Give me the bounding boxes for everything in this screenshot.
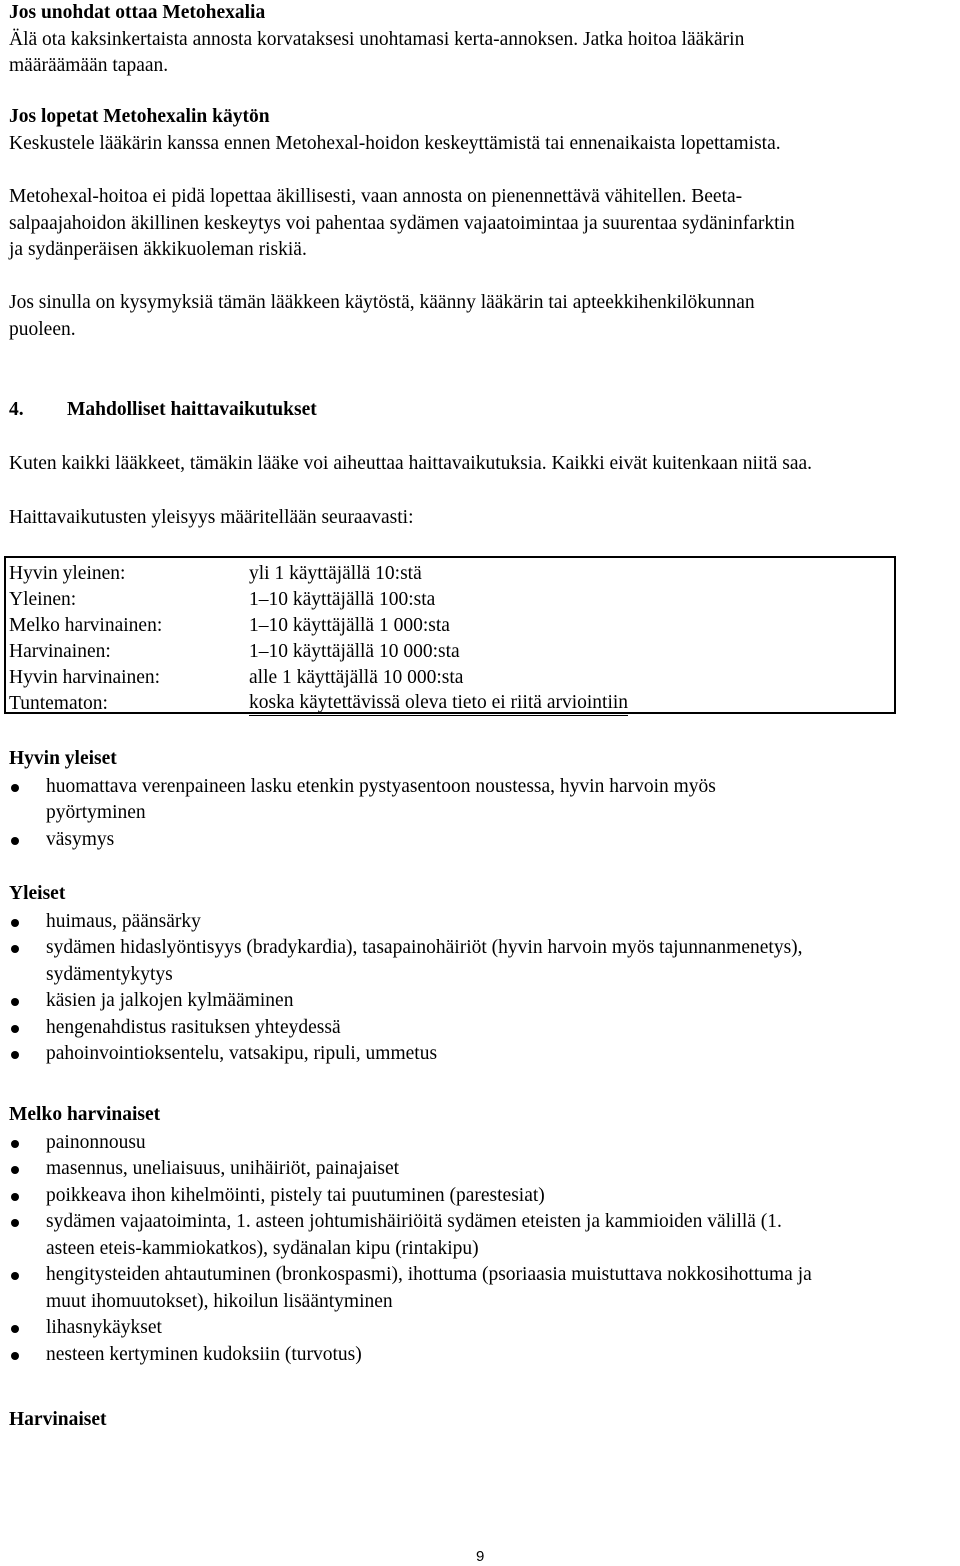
gradual-stop-line2: salpaajahoidon äkillinen keskeytys voi pahentaa sydämen vajaatoimintaa ja suurentaa sydäninfarktin	[9, 212, 795, 234]
frequency-value: koska käytettävissä oleva tieto ei riitä arviointiin	[249, 691, 628, 716]
rare-heading: Harvinaiset	[9, 1409, 107, 1430]
bullet-icon	[11, 784, 19, 792]
section-4-heading	[9, 397, 954, 424]
list-item	[9, 1315, 954, 1342]
list-item	[9, 1209, 954, 1262]
bullet-icon	[11, 1193, 19, 1201]
bullet-icon	[11, 1051, 19, 1059]
gradual-stop-paragraph	[9, 184, 954, 264]
frequency-table	[4, 556, 896, 714]
forgot-dose-section	[9, 0, 954, 80]
frequency-label: Melko harvinainen:	[9, 615, 163, 636]
list-item-line: sydämentykytys	[46, 963, 173, 985]
list-item	[9, 935, 954, 988]
questions-line2: puoleen.	[9, 318, 76, 340]
frequency-value: alle 1 käyttäjällä 10 000:sta	[249, 667, 464, 688]
bullet-icon	[11, 1325, 19, 1333]
list-item-line: poikkeava ihon kihelmöinti, pistely tai puutuminen (parestesiat)	[46, 1184, 545, 1206]
list-item	[9, 1342, 954, 1369]
list-item-line: huimaus, päänsärky	[46, 910, 201, 932]
frequency-label: Yleinen:	[9, 589, 77, 610]
frequency-label: Hyvin harvinainen:	[9, 667, 161, 688]
bullet-icon	[11, 1166, 19, 1174]
list-item	[9, 827, 954, 854]
frequency-value: 1–10 käyttäjällä 100:sta	[249, 589, 436, 610]
bullet-icon	[11, 945, 19, 953]
gradual-stop-line1: Metohexal-hoitoa ei pidä lopettaa äkillisesti, vaan annosta on pienennettävä vähitellen. Beeta-	[9, 186, 743, 207]
frequency-label: Hyvin yleinen:	[9, 563, 126, 584]
bullet-icon	[11, 1025, 19, 1033]
frequency-label: Tuntematon:	[9, 693, 108, 714]
page-number: 9	[476, 1548, 485, 1565]
frequency-value: 1–10 käyttäjällä 10 000:sta	[249, 641, 460, 662]
bullet-icon	[11, 837, 19, 845]
forgot-dose-text-line2: määräämään tapaan.	[9, 55, 169, 76]
list-item-line: pyörtyminen	[46, 802, 146, 823]
bullet-icon	[11, 1272, 19, 1280]
list-item	[9, 1156, 954, 1183]
frequency-value: yli 1 käyttäjällä 10:stä	[249, 563, 422, 584]
stop-use-text: Keskustele lääkärin kanssa ennen Metohexal-hoidon keskeyttämistä tai ennenaikaista lopettamista.	[9, 132, 781, 154]
very-common-section	[9, 746, 954, 853]
frequency-value: 1–10 käyttäjällä 1 000:sta	[249, 615, 450, 636]
list-item	[9, 909, 954, 936]
list-item-line: lihasnykäykset	[46, 1317, 162, 1338]
list-item-line: muut ihomuutokset), hikoilun lisääntyminen	[46, 1290, 393, 1312]
frequency-intro	[9, 505, 954, 532]
stop-use-heading: Jos lopetat Metohexalin käytön	[9, 106, 270, 127]
list-item	[9, 1041, 954, 1068]
common-section	[9, 881, 954, 1068]
frequency-label: Harvinainen:	[9, 641, 111, 662]
questions-paragraph	[9, 290, 954, 343]
list-item-line: sydämen vajaatoiminta, 1. asteen johtumishäiriöitä sydämen eteisten ja kammioiden välillä (1.	[46, 1211, 782, 1232]
list-item	[9, 1262, 954, 1315]
forgot-dose-text-line1: Älä ota kaksinkertaista annosta korvataksesi unohtamasi kerta-annoksen. Jatka hoitoa lääkärin	[9, 28, 745, 50]
list-item-line: huomattava verenpaineen lasku etenkin pystyasentoon noustessa, hyvin harvoin myös	[46, 775, 716, 797]
very-common-list	[9, 774, 954, 854]
uncommon-list	[9, 1130, 954, 1369]
list-item-line: hengenahdistus rasituksen yhteydessä	[46, 1016, 341, 1038]
stop-use-section	[9, 104, 954, 157]
list-item	[9, 774, 954, 827]
questions-line1: Jos sinulla on kysymyksiä tämän lääkkeen käytöstä, käänny lääkärin tai apteekkihenkilökunnan	[9, 292, 755, 313]
bullet-icon	[11, 1352, 19, 1360]
list-item	[9, 988, 954, 1015]
rare-section	[9, 1407, 954, 1434]
forgot-dose-heading: Jos unohdat ottaa Metohexalia	[9, 2, 266, 23]
list-item-line: pahoinvointioksentelu, vatsakipu, ripuli, ummetus	[46, 1043, 438, 1064]
very-common-heading: Hyvin yleiset	[9, 748, 117, 769]
bullet-icon	[11, 998, 19, 1006]
list-item	[9, 1015, 954, 1042]
bullet-icon	[11, 1219, 19, 1227]
list-item	[9, 1130, 954, 1157]
frequency-intro-text: Haittavaikutusten yleisyys määritellään seuraavasti:	[9, 507, 414, 528]
bullet-icon	[11, 1140, 19, 1148]
list-item-line: väsymys	[46, 828, 115, 850]
list-item-line: masennus, uneliaisuus, unihäiriöt, painajaiset	[46, 1158, 400, 1179]
uncommon-section	[9, 1102, 954, 1368]
list-item-line: käsien ja jalkojen kylmääminen	[46, 990, 294, 1011]
side-effects-intro	[9, 451, 954, 478]
section-title: Mahdolliset haittavaikutukset	[67, 399, 317, 420]
section-number: 4.	[9, 399, 24, 420]
list-item-line: nesteen kertyminen kudoksiin (turvotus)	[46, 1343, 362, 1365]
list-item	[9, 1183, 954, 1210]
gradual-stop-line3: ja sydänperäisen äkkikuoleman riskiä.	[9, 239, 307, 260]
bullet-icon	[11, 919, 19, 927]
list-item-line: sydämen hidaslyöntisyys (bradykardia), tasapainohäiriöt (hyvin harvoin myös tajunnanmenetys),	[46, 937, 803, 958]
list-item-line: painonnousu	[46, 1131, 146, 1153]
list-item-line: hengitysteiden ahtautuminen (bronkospasmi), ihottuma (psoriaasia muistuttava nokkosihottuma ja	[46, 1264, 812, 1285]
list-item-line: asteen eteis-kammiokatkos), sydänalan kipu (rintakipu)	[46, 1237, 479, 1259]
common-heading: Yleiset	[9, 883, 66, 904]
side-effects-intro-text: Kuten kaikki lääkkeet, tämäkin lääke voi aiheuttaa haittavaikutuksia. Kaikki eivät kuitenkaan niitä saa.	[9, 453, 813, 474]
common-list	[9, 909, 954, 1068]
uncommon-heading: Melko harvinaiset	[9, 1104, 161, 1125]
